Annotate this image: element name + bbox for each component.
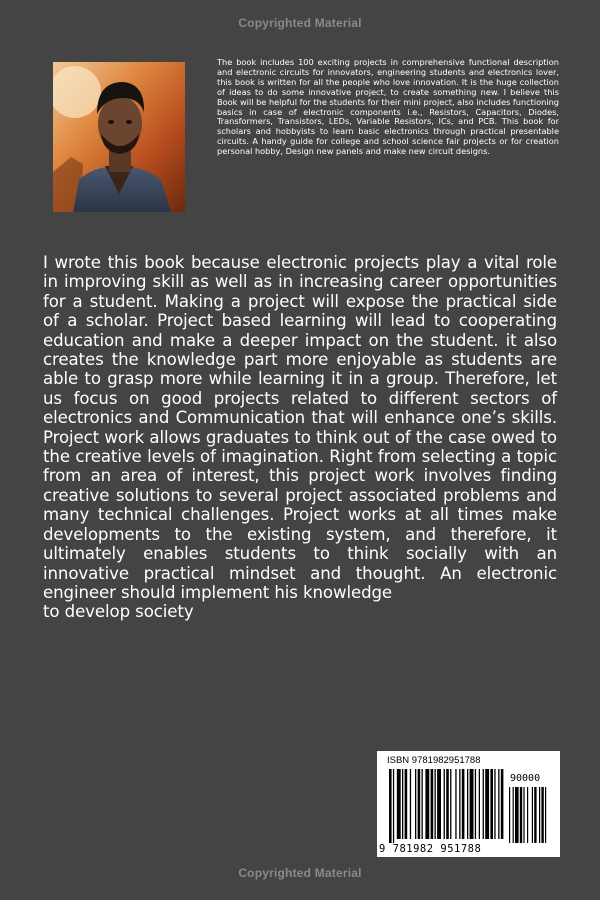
barcode-bar [501, 769, 504, 839]
barcode-bar [389, 769, 392, 843]
watermark-top: Copyrighted Material [238, 16, 362, 30]
price-barcode-bar [513, 787, 514, 843]
barcode-bar [450, 769, 451, 839]
price-barcode-bar [523, 787, 524, 843]
barcode-bar [446, 769, 449, 839]
price-barcode-bar [539, 787, 540, 843]
book-blurb: The book includes 100 exciting projects in comprehensive functional description and electronic circuits for innovators, engineering students and electronics lover, this book is written for all the people who love innovation. It is the huge collection of ideas to do some innovative project, to create something new. I believe this Book will be helpful for the students for their mini project, also includes functioning basics in case of electronic components i.e., Resistors, Capacitors, Diodes, Transformers, Transistors, LEDs, Variable Resistors, ICs, and PCB. This book for scholars and hobbyists to learn basic electronics through practical presentable circuits. A handy guide for college and school science fair projects or for creation personal hobby, Design new panels and make new circuit designs. [217, 57, 559, 157]
barcode-bar [479, 769, 480, 839]
barcode-bars [377, 751, 560, 857]
barcode-bar [475, 769, 476, 839]
barcode-bar [405, 769, 408, 839]
price-barcode-bar [545, 787, 546, 843]
price-barcode-bar [509, 787, 510, 843]
author-photo [53, 62, 185, 212]
barcode-bar [393, 769, 394, 843]
barcode-bar [483, 769, 484, 839]
barcode-bar [435, 769, 436, 839]
price-barcode-bar [520, 787, 522, 843]
barcode-bar [490, 769, 493, 839]
barcode-bar [462, 769, 465, 839]
barcode-bar [415, 769, 416, 839]
barcode-bar [494, 769, 495, 839]
isbn-digits: 9 781982 951788 [379, 843, 482, 855]
barcode-bar [498, 769, 499, 839]
main-description-last-line: to develop society [43, 602, 194, 622]
price-barcode-bar [515, 787, 519, 843]
isbn-barcode [377, 751, 560, 857]
watermark-bottom: Copyrighted Material [238, 866, 362, 880]
barcode-bar [455, 769, 456, 839]
barcode-bar [437, 769, 441, 839]
price-barcode-bar [532, 787, 533, 843]
barcode-bar [431, 769, 434, 839]
barcode-bar [418, 769, 421, 839]
price-barcode-bar [534, 787, 536, 843]
barcode-bar [485, 769, 489, 839]
main-description-body: I wrote this book because electronic projects play a vital role in improving skill as well as in increasing career opportunities for a student. Making a project will expose the practical side of a scholar. Project based learning will lead to cooperating education and make a deeper impact on the student. it also creates the knowledge part more enjoyable as students are able to grasp more while learning it in a group. Therefore, let us focus on good projects related to different sectors of electronics and Communication that will enhance one’s skills. Project work allows graduates to think out of the case owed to the creative levels of imagination. Right from selecting a topic from an area of interest, this project work involves finding creative solutions to several project associated problems and many technical challenges. Project works at all times make developments to the existing system, and therefore, it ultimately enables students to think socially with an innovative practical mindset and thought. An electronic engineer should implement his knowledge [43, 253, 557, 602]
price-barcode-bar [527, 787, 528, 843]
barcode-bar [410, 769, 411, 839]
barcode-bar [459, 769, 460, 839]
barcode-bar [422, 769, 423, 839]
price-barcode-bar [541, 787, 543, 843]
barcode-bar [470, 769, 474, 839]
barcode-bar [467, 769, 468, 839]
barcode-bar [444, 769, 445, 839]
barcode-bar [425, 769, 429, 839]
price-code: 90000 [510, 773, 541, 784]
barcode-bar [397, 769, 401, 839]
main-description [43, 253, 557, 622]
isbn-label: ISBN 9781982951788 [387, 755, 481, 766]
barcode-bar [402, 769, 403, 839]
